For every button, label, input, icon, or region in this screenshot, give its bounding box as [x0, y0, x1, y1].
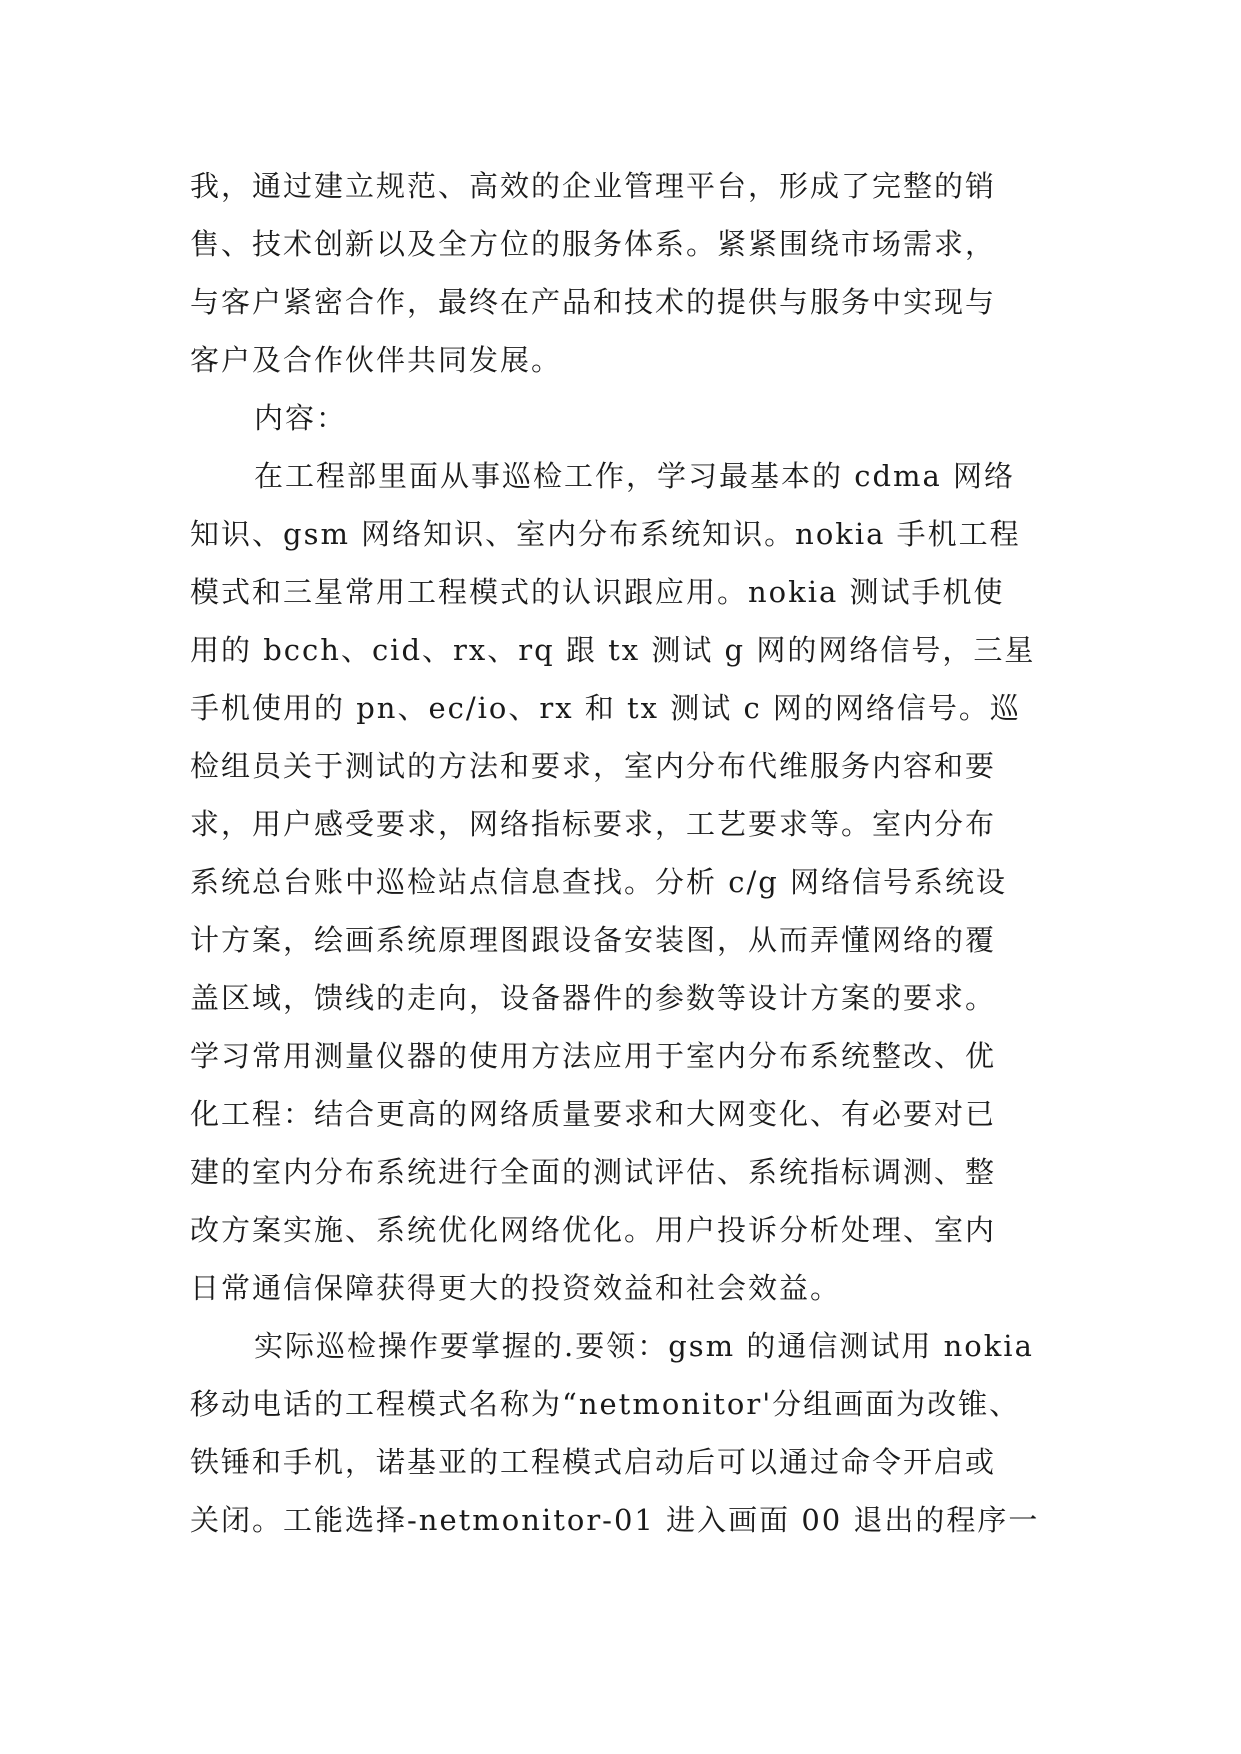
- text-line: 化工程：结合更高的网络质量要求和大网变化、有必要对已: [190, 1097, 997, 1131]
- text-line: 求，用户感受要求，网络指标要求，工艺要求等。室内分布: [190, 807, 997, 841]
- text-line: 客户及合作伙伴共同发展。: [190, 343, 563, 377]
- text-line: 关闭。工能选择-netmonitor-01 进入画面 00 退出的程序一: [190, 1503, 1040, 1537]
- section-heading-content: 内容：: [254, 401, 348, 435]
- document-body: [190, 157, 1070, 1549]
- text-line: 知识、gsm 网络知识、室内分布系统知识。nokia 手机工程: [190, 517, 1021, 551]
- text-line: 与客户紧密合作，最终在产品和技术的提供与服务中实现与: [190, 285, 997, 319]
- text-line: 在工程部里面从事巡检工作，学习最基本的 cdma 网络: [254, 459, 1016, 493]
- text-line: 手机使用的 pn、ec/io、rx 和 tx 测试 c 网的网络信号。巡: [190, 691, 1021, 725]
- paragraph-practice: [190, 1317, 1070, 1549]
- text-line: 盖区域，馈线的走向，设备器件的参数等设计方案的要求。: [190, 981, 997, 1015]
- text-line: 铁锤和手机，诺基亚的工程模式启动后可以通过命令开启或: [190, 1445, 997, 1479]
- paragraph-intro: [190, 157, 1070, 389]
- text-line: 检组员关于测试的方法和要求，室内分布代维服务内容和要: [190, 749, 997, 783]
- text-line: 系统总台账中巡检站点信息查找。分析 c/g 网络信号系统设: [190, 865, 1008, 899]
- text-line: 售、技术创新以及全方位的服务体系。紧紧围绕市场需求，: [190, 227, 997, 261]
- text-line: 我，通过建立规范、高效的企业管理平台，形成了完整的销: [190, 169, 997, 203]
- text-line: 移动电话的工程模式名称为“netmonitor'分组画面为改锥、: [190, 1387, 1021, 1421]
- paragraph-work: [190, 447, 1070, 1317]
- text-line: 模式和三星常用工程模式的认识跟应用。nokia 测试手机使: [190, 575, 1005, 609]
- text-line: 建的室内分布系统进行全面的测试评估、系统指标调测、整: [190, 1155, 997, 1189]
- text-line: 用的 bcch、cid、rx、rq 跟 tx 测试 g 网的网络信号，三星: [190, 633, 1036, 667]
- text-line: 实际巡检操作要掌握的.要领：gsm 的通信测试用 nokia: [254, 1329, 1034, 1363]
- text-line: 日常通信保障获得更大的投资效益和社会效益。: [190, 1271, 842, 1305]
- text-line: 改方案实施、系统优化网络优化。用户投诉分析处理、室内: [190, 1213, 997, 1247]
- text-line: 计方案，绘画系统原理图跟设备安装图，从而弄懂网络的覆: [190, 923, 997, 957]
- text-line: 学习常用测量仪器的使用方法应用于室内分布系统整改、优: [190, 1039, 997, 1073]
